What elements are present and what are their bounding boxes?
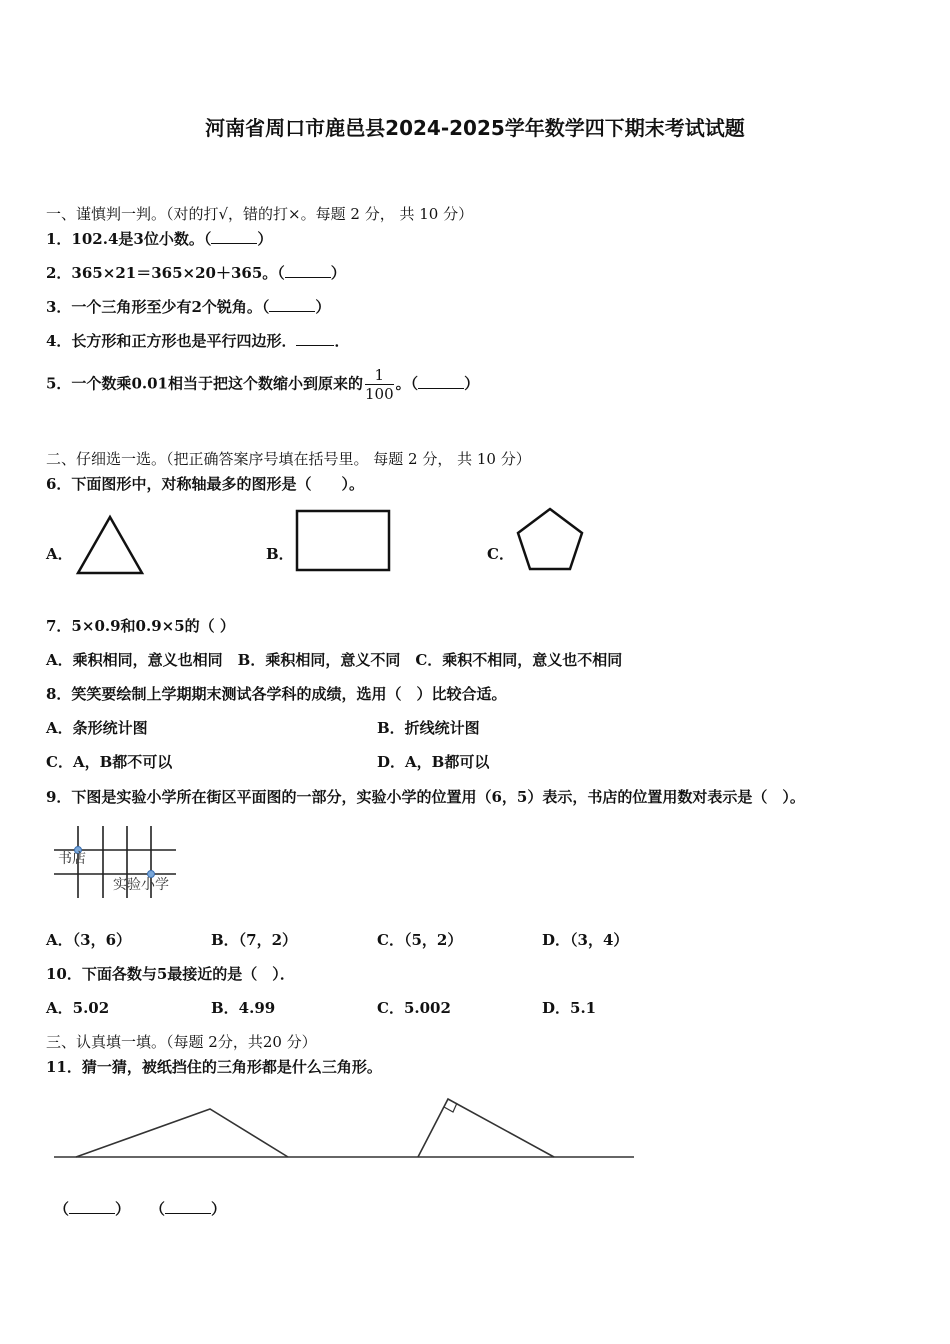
- section-2-heading: 二、仔细选一选。（把正确答案序号填在括号里。 每题 2 分， 共 10 分）: [46, 450, 531, 468]
- question-3-end: ）: [315, 298, 331, 316]
- answer-blank[interactable]: [296, 333, 334, 346]
- question-4-end: ．: [334, 332, 350, 350]
- question-11: 11．猜一猜，被纸挡住的三角形都是什么三角形。: [46, 1058, 382, 1076]
- fraction: [365, 366, 394, 403]
- question-5: [46, 366, 479, 403]
- map-label-school: 实验小学: [113, 877, 169, 893]
- pentagon-shape: [513, 505, 587, 575]
- question-11-answer-1: （ ）: [54, 1200, 131, 1218]
- question-2-end: ）: [330, 264, 346, 282]
- page-title: 河南省周口市鹿邑县2024-2025学年数学四下期末考试试题: [205, 116, 745, 140]
- rectangle-shape: [294, 508, 394, 574]
- question-5-after: 。（: [395, 374, 419, 393]
- question-5-text: 5．一个数乘0.01相当于把这个数缩小到原来的: [46, 374, 363, 393]
- right-triangle-part: [418, 1099, 554, 1157]
- q10-option-c[interactable]: C．5.002: [377, 999, 451, 1017]
- answer-blank[interactable]: [211, 231, 257, 244]
- q10-option-d[interactable]: D．5.1: [542, 999, 597, 1017]
- q6-option-b-label[interactable]: B．: [266, 545, 294, 563]
- street-map-grid: [50, 824, 195, 900]
- q9-option-a[interactable]: A．（3，6）: [46, 931, 132, 949]
- question-2: [46, 262, 346, 283]
- question-6: 6．下面图形中，对称轴最多的图形是（ ）。: [46, 475, 364, 493]
- q8-option-a[interactable]: A．条形统计图: [46, 719, 148, 737]
- triangle-shape: [74, 513, 146, 577]
- question-1-end: ）: [257, 230, 273, 248]
- q6-option-a-label[interactable]: A．: [46, 545, 73, 563]
- q8-option-c[interactable]: C．A，B都不可以: [46, 753, 173, 771]
- q9-option-c[interactable]: C．（5，2）: [377, 931, 463, 949]
- obtuse-triangle-part: [76, 1109, 288, 1157]
- question-4-text: 4．长方形和正方形也是平行四边形．: [46, 332, 297, 350]
- q6-option-c-label[interactable]: C．: [487, 545, 514, 563]
- question-8: 8．笑笑要绘制上学期期末测试各学科的成绩，选用（ ）比较合适。: [46, 685, 507, 703]
- answer-blank[interactable]: [418, 376, 464, 389]
- fraction-denominator: 100: [364, 385, 394, 403]
- question-3: [46, 296, 330, 317]
- question-4: [46, 330, 349, 351]
- question-9: 9．下图是实验小学所在街区平面图的一部分，实验小学的位置用（6，5）表示，书店的位置用数对表示是（ ）。: [46, 788, 805, 806]
- question-1: [46, 228, 272, 249]
- question-1-text: 1．102.4是3位小数。（: [46, 230, 212, 248]
- q9-option-d[interactable]: D．（3，4）: [542, 931, 629, 949]
- question-3-text: 3．一个三角形至少有2个锐角。（: [46, 298, 270, 316]
- question-2-text: 2．365×21＝365×20＋365。（: [46, 264, 285, 282]
- map-label-bookstore: 书店: [58, 851, 86, 867]
- fraction-numerator: 1: [365, 366, 394, 385]
- q8-option-d[interactable]: D．A，B都可以: [377, 753, 490, 771]
- question-11-answer-2: （ ）: [150, 1200, 227, 1218]
- hidden-triangles-figure: [50, 1095, 640, 1165]
- question-10: 10．下面各数与5最接近的是（ ）．: [46, 965, 295, 983]
- question-7-options[interactable]: A．乘积相同，意义也相同 B．乘积相同，意义不同 C．乘积不相同，意义也不相同: [46, 651, 623, 669]
- q8-option-b[interactable]: B．折线统计图: [377, 719, 480, 737]
- q9-option-b[interactable]: B．（7，2）: [211, 931, 298, 949]
- answer-blank[interactable]: [269, 299, 315, 312]
- q10-option-b[interactable]: B．4.99: [211, 999, 276, 1017]
- section-1-heading: 一、谨慎判一判。（对的打√，错的打×。每题 2 分， 共 10 分）: [46, 205, 474, 223]
- answer-blank[interactable]: [165, 1201, 211, 1214]
- question-7: 7．5×0.9和0.9×5的（ ）: [46, 617, 235, 635]
- q10-option-a[interactable]: A．5.02: [46, 999, 110, 1017]
- answer-blank[interactable]: [285, 265, 331, 278]
- question-5-end: ）: [464, 374, 480, 393]
- answer-blank[interactable]: [69, 1201, 115, 1214]
- section-3-heading: 三、认真填一填。（每题 2分，共20 分）: [46, 1033, 317, 1051]
